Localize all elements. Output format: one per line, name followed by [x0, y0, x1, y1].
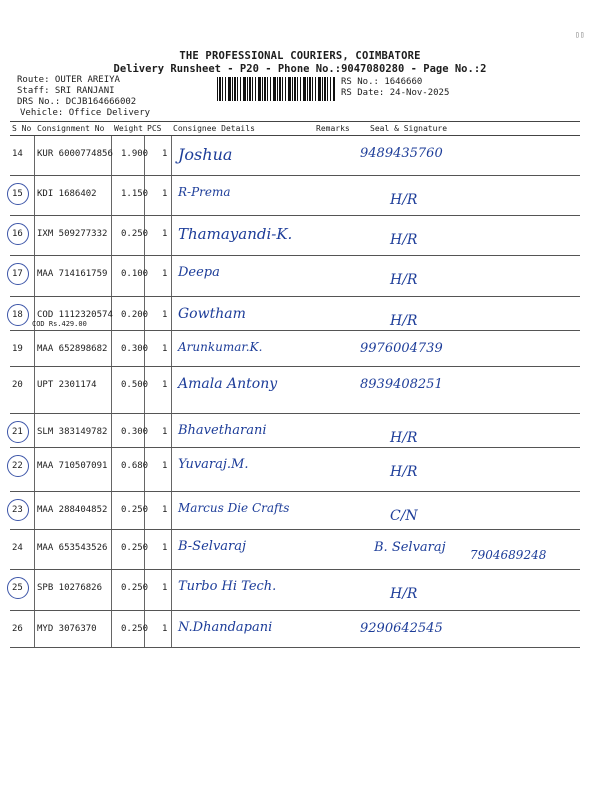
column-divider: [111, 530, 112, 569]
column-divider: [34, 570, 35, 610]
weight-cell: 0.100: [121, 269, 149, 279]
col-sno: S No: [12, 124, 32, 133]
weight-cell: 0.250: [121, 505, 149, 515]
column-divider: [111, 611, 112, 647]
column-divider: [34, 176, 35, 215]
sno-cell: 26: [12, 624, 23, 634]
weight-cell: 1.150: [121, 189, 149, 199]
consignee-name: Thamayandi-K.: [178, 225, 293, 243]
column-divider: [171, 448, 172, 491]
column-divider: [171, 176, 172, 215]
table-row: [10, 492, 580, 530]
pcs-cell: 1: [162, 427, 168, 437]
column-divider: [111, 216, 112, 255]
table-row: [10, 331, 580, 367]
route-text: Route: OUTER AREIYA: [17, 75, 120, 85]
pcs-cell: 1: [162, 269, 168, 279]
column-divider: [34, 367, 35, 413]
sno-cell: 24: [12, 543, 23, 553]
col-consignment: Consignment No: [37, 124, 105, 133]
barcode-icon: [217, 77, 335, 101]
staff-text: Staff: SRI RANJANI: [17, 86, 115, 96]
column-divider: [111, 331, 112, 366]
column-divider: [171, 414, 172, 447]
consignee-name: Arunkumar.K.: [178, 340, 263, 354]
col-weight: Weight: [114, 124, 143, 133]
weight-cell: 1.900: [121, 149, 149, 159]
column-divider: [34, 216, 35, 255]
table-row: [10, 256, 580, 297]
consignee-name: Deepa: [178, 265, 220, 280]
pcs-cell: 1: [162, 149, 168, 159]
signature: 9976004739: [360, 341, 443, 356]
pcs-cell: 1: [162, 583, 168, 593]
runsheet-table: [10, 121, 580, 648]
column-divider: [34, 530, 35, 569]
consignee-name: Turbo Hi Tech.: [178, 579, 277, 594]
column-divider: [34, 136, 35, 175]
column-divider: [111, 448, 112, 491]
signature: 9489435760: [360, 146, 443, 161]
consignment-cell: SLM 383149782: [37, 427, 108, 437]
sno-cell: 22: [12, 461, 23, 471]
col-seal: Seal & Signature: [370, 124, 448, 133]
column-divider: [34, 611, 35, 647]
consignment-cell: MAA 714161759: [37, 269, 108, 279]
column-divider: [171, 136, 172, 175]
table-row: [10, 367, 580, 414]
column-divider: [171, 367, 172, 413]
signature: 9290642545: [360, 621, 443, 636]
rs-number: RS No.: 1646660: [341, 77, 423, 87]
pcs-cell: 1: [162, 624, 168, 634]
column-divider: [171, 297, 172, 330]
column-divider: [34, 492, 35, 529]
consignee-name: Marcus Die Crafts: [178, 501, 290, 515]
column-divider: [144, 367, 145, 413]
column-divider: [111, 176, 112, 215]
signature: H/R: [390, 272, 418, 288]
column-divider: [171, 331, 172, 366]
signature-phone: 7904689248: [470, 548, 547, 562]
consignment-cell: SPB 10276826: [37, 583, 103, 593]
column-divider: [111, 414, 112, 447]
consignment-cell: UPT 2301174: [37, 380, 97, 390]
consignee-name: R-Prema: [178, 185, 231, 199]
table-row: [10, 414, 580, 448]
col-pcs: PCS: [147, 124, 162, 133]
weight-cell: 0.680: [121, 461, 149, 471]
signature: C/N: [390, 508, 418, 524]
table-row: [10, 216, 580, 256]
consignment-cell: MAA 653543526: [37, 543, 108, 553]
sno-cell: 16: [12, 229, 23, 239]
column-divider: [171, 530, 172, 569]
consignment-cell: MAA 288404852: [37, 505, 108, 515]
consignment-cell: KUR 6000774856: [37, 149, 113, 159]
sno-cell: 19: [12, 344, 23, 354]
weight-cell: 0.250: [121, 583, 149, 593]
weight-cell: 0.500: [121, 380, 149, 390]
consignee-name: B-Selvaraj: [178, 539, 247, 554]
table-body: [10, 136, 580, 648]
signature: H/R: [390, 313, 418, 329]
signature: H/R: [390, 192, 418, 208]
sno-cell: 17: [12, 269, 23, 279]
column-divider: [111, 367, 112, 413]
pcs-cell: 1: [162, 344, 168, 354]
column-divider: [171, 492, 172, 529]
pcs-cell: 1: [162, 310, 168, 320]
consignment-cell: KDI 1686402: [37, 189, 97, 199]
column-divider: [171, 611, 172, 647]
weight-cell: 0.300: [121, 427, 149, 437]
signature: H/R: [390, 586, 418, 602]
weight-cell: 0.250: [121, 624, 149, 634]
pcs-cell: 1: [162, 543, 168, 553]
vehicle-text: Vehicle: Office Delivery: [20, 108, 151, 118]
column-divider: [171, 256, 172, 296]
document-title: THE PROFESSIONAL COURIERS, COIMBATORE: [179, 50, 421, 62]
sno-cell: 23: [12, 505, 23, 515]
sno-cell: 25: [12, 583, 23, 593]
table-row: [10, 448, 580, 492]
column-divider: [171, 570, 172, 610]
rs-date: RS Date: 24-Nov-2025: [341, 88, 450, 98]
cod-amount: COD Rs.429.00: [32, 320, 87, 328]
col-remarks: Remarks: [316, 124, 350, 133]
consignee-name: Gowtham: [178, 306, 246, 322]
pcs-cell: 1: [162, 229, 168, 239]
column-divider: [111, 570, 112, 610]
consignment-cell: COD 1112320574: [37, 310, 113, 320]
consignment-cell: MAA 710507091: [37, 461, 108, 471]
table-row: [10, 136, 580, 176]
consignee-name: Bhavetharani: [178, 423, 267, 438]
table-header: [10, 122, 580, 136]
col-consignee: Consignee Details: [173, 124, 255, 133]
pcs-cell: 1: [162, 189, 168, 199]
consignment-cell: MAA 652898682: [37, 344, 108, 354]
column-divider: [34, 414, 35, 447]
consignee-name: N.Dhandapani: [178, 620, 273, 635]
weight-cell: 0.200: [121, 310, 149, 320]
drs-number: DRS No.: DCJB164666002: [17, 97, 137, 107]
sno-cell: 18: [12, 310, 23, 320]
signature: B. Selvaraj: [374, 540, 446, 555]
weight-cell: 0.250: [121, 543, 149, 553]
consignee-name: Yuvaraj.M.: [178, 457, 249, 472]
table-row: [10, 611, 580, 648]
table-row: [10, 530, 580, 570]
sno-cell: 21: [12, 427, 23, 437]
pcs-cell: 1: [162, 505, 168, 515]
consignment-cell: MYD 3076370: [37, 624, 97, 634]
consignment-cell: IXM 509277332: [37, 229, 108, 239]
signature: 8939408251: [360, 377, 443, 392]
column-divider: [111, 256, 112, 296]
table-row: [10, 176, 580, 216]
column-divider: [111, 492, 112, 529]
column-divider: [34, 256, 35, 296]
sno-cell: 14: [12, 149, 23, 159]
signature: H/R: [390, 430, 418, 446]
pcs-cell: 1: [162, 461, 168, 471]
consignee-name: Amala Antony: [178, 376, 278, 392]
column-divider: [34, 448, 35, 491]
table-row: [10, 570, 580, 611]
table-row: [10, 297, 580, 331]
document-subtitle: Delivery Runsheet - P20 - Phone No.:9047080280 - Page No.:2: [113, 63, 487, 75]
weight-cell: 0.250: [121, 229, 149, 239]
column-divider: [171, 216, 172, 255]
sno-cell: 20: [12, 380, 23, 390]
pcs-cell: 1: [162, 380, 168, 390]
signature: H/R: [390, 232, 418, 248]
column-divider: [34, 331, 35, 366]
weight-cell: 0.300: [121, 344, 149, 354]
signature: H/R: [390, 464, 418, 480]
sno-cell: 15: [12, 189, 23, 199]
consignee-name: Joshua: [178, 145, 233, 164]
corner-barcode-icon: ▯▯: [575, 30, 585, 39]
